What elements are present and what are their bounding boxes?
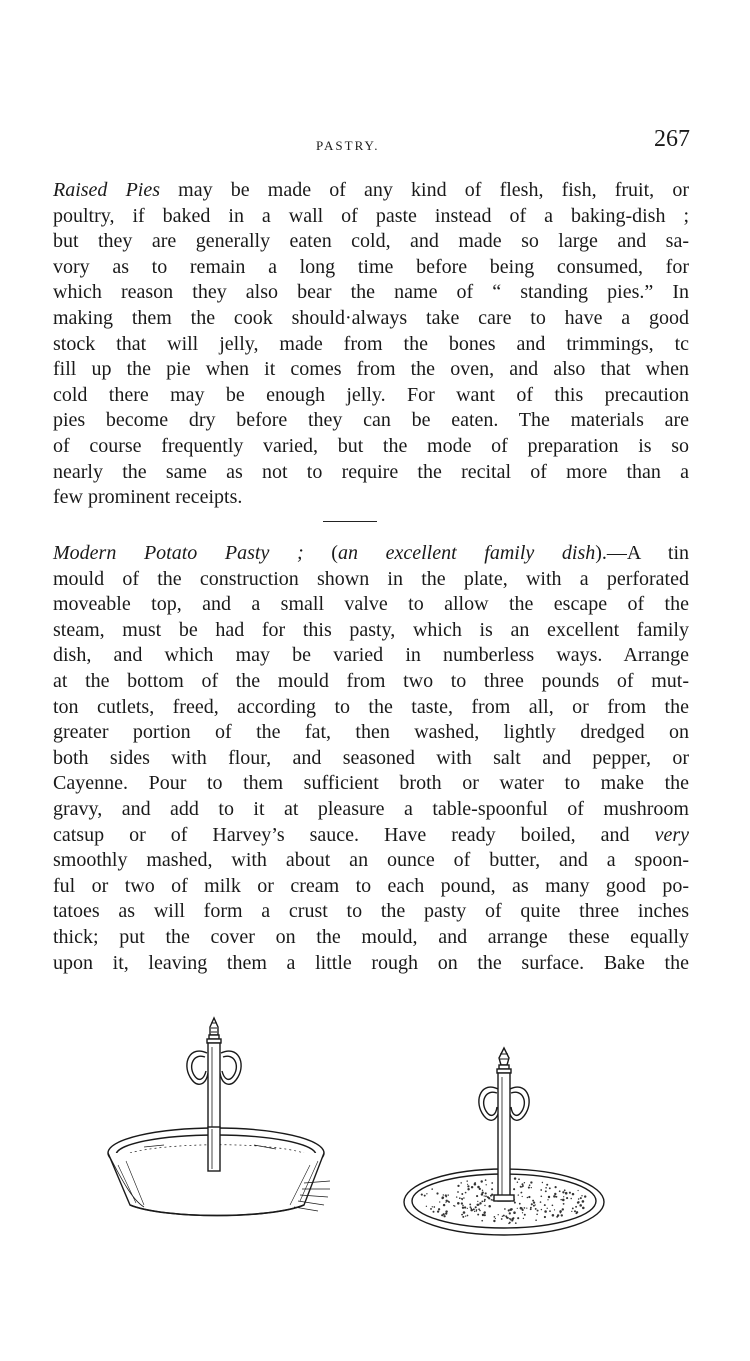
perforation-dot [578, 1198, 580, 1200]
perforation-dot [491, 1193, 493, 1195]
perforation-dot [552, 1214, 555, 1217]
perforation-dot [524, 1214, 526, 1216]
perforation-dot [563, 1203, 565, 1205]
perforation-dot [541, 1209, 542, 1210]
perforation-dot [494, 1216, 496, 1218]
perforation-dot [476, 1195, 478, 1197]
perforation-dot [443, 1215, 445, 1217]
perforation-dot [462, 1205, 464, 1207]
perforation-dot [424, 1195, 426, 1197]
text-line: gravy, and add to it at pleasure a table-spoonful of mushroom [53, 797, 689, 820]
perforation-dot [526, 1208, 527, 1209]
perforation-dot [535, 1219, 537, 1221]
perforation-dot [513, 1188, 515, 1190]
perforation-dot [469, 1203, 471, 1205]
perforation-dot [575, 1206, 577, 1208]
perforation-dot [577, 1201, 579, 1203]
perforation-dot [523, 1218, 524, 1219]
perforation-dot [517, 1181, 518, 1182]
perforation-dot [445, 1210, 447, 1212]
perforation-dot [508, 1209, 510, 1211]
perforation-dot [544, 1204, 546, 1206]
perforation-dot [495, 1218, 496, 1219]
perforation-dot [548, 1196, 550, 1198]
perforation-dot [463, 1197, 465, 1199]
perforation-dot [512, 1217, 514, 1219]
perforation-dot [549, 1210, 551, 1212]
perforation-dot [513, 1199, 515, 1201]
text-run: may be made of any kind of flesh, fish, fruit, or [160, 179, 689, 201]
text-line: which reason they also bear the name of “ standing pies.” In [53, 281, 689, 304]
perforation-dot [431, 1188, 433, 1190]
perforation-dot [484, 1200, 486, 1202]
perforation-dot [555, 1196, 557, 1198]
text-line: dish, and which may be varied in numberless ways. Arrange [53, 644, 689, 667]
perforation-dot [475, 1206, 477, 1208]
perforation-dot [540, 1195, 542, 1197]
perforation-dot [438, 1208, 440, 1210]
text-line: but they are generally eaten cold, and made so large and sa- [53, 230, 689, 253]
perforation-dot [446, 1196, 448, 1198]
perforation-dot [555, 1186, 557, 1188]
perforation-dot [514, 1177, 516, 1179]
perforation-dot [546, 1184, 548, 1186]
perforation-dot [513, 1211, 516, 1214]
perforation-dot [467, 1208, 468, 1209]
perforation-dot [467, 1184, 468, 1185]
perforation-dot [479, 1188, 481, 1190]
text-line: thick; put the cover on the mould, and arrange these equally [53, 925, 689, 948]
perforated-cover-illustration [400, 1045, 610, 1245]
perforation-dot [482, 1191, 484, 1193]
perforation-dot [481, 1201, 483, 1203]
perforation-dot [560, 1199, 562, 1201]
perforation-dot [570, 1198, 572, 1200]
perforation-dot [561, 1214, 563, 1216]
perforation-dot [432, 1206, 433, 1207]
perforation-dot [530, 1207, 532, 1209]
perforation-dot [460, 1182, 462, 1184]
perforation-dot [484, 1211, 486, 1213]
perforation-dot [498, 1214, 499, 1215]
perforation-dot [480, 1180, 482, 1182]
perforation-dot [485, 1192, 487, 1194]
perforation-dot [479, 1210, 481, 1212]
perforation-dot [574, 1210, 576, 1212]
text-line: pies become dry before they can be eaten. The materials are [53, 409, 689, 432]
perforation-dot [474, 1211, 475, 1212]
text-line: upon it, leaving them a little rough on the surface. Bake the [53, 951, 689, 974]
text-line: vory as to remain a long time before being consumed, for [53, 255, 689, 278]
perforation-dot [584, 1195, 586, 1197]
perforation-dot [443, 1204, 445, 1206]
perforation-dot [571, 1211, 572, 1212]
perforation-dot [461, 1202, 463, 1204]
perforation-dot [445, 1212, 447, 1214]
perforation-dot [540, 1189, 542, 1191]
perforation-dot [481, 1220, 483, 1222]
perforation-dot [488, 1197, 490, 1199]
perforation-dot [518, 1194, 519, 1195]
perforation-dot [514, 1200, 515, 1201]
text-line: few prominent receipts. [53, 486, 243, 509]
perforation-dot [547, 1199, 548, 1200]
perforation-dot [515, 1222, 517, 1224]
perforation-dot [517, 1208, 518, 1209]
perforation-dot [466, 1180, 467, 1181]
perforation-dot [492, 1199, 494, 1201]
text-line: moveable top, and a small valve to allow the escape of the [53, 593, 689, 616]
perforation-dot [540, 1201, 542, 1203]
perforation-dot [553, 1195, 556, 1198]
perforation-dot [542, 1182, 543, 1183]
perforation-dot [518, 1178, 520, 1180]
perforation-dot [448, 1201, 450, 1203]
perforation-dot [457, 1202, 460, 1205]
perforation-dot [521, 1207, 523, 1209]
perforation-dot [463, 1211, 466, 1214]
perforation-dot [531, 1203, 533, 1205]
perforation-dot [563, 1196, 564, 1197]
perforation-dot [572, 1193, 575, 1196]
perforation-dot [556, 1216, 558, 1218]
perforation-dot [485, 1179, 487, 1181]
section-divider [323, 521, 377, 522]
text-line: steam, must be had for this pasty, which is an excellent family [53, 618, 689, 641]
perforation-dot [504, 1208, 506, 1210]
recipe-title: Raised Pies [53, 179, 161, 201]
perforation-dot [535, 1204, 536, 1205]
perforation-dot [486, 1184, 487, 1185]
text-line [53, 823, 689, 849]
recipe-note: an excellent family dish [337, 542, 596, 564]
perforation-dot [569, 1192, 571, 1194]
perforation-dot [445, 1202, 446, 1203]
perforation-dot [437, 1210, 439, 1212]
text-line: stock that will jelly, made from the bones and trimmings, tc [53, 332, 689, 355]
text-line [53, 178, 689, 204]
perforation-dot [578, 1190, 579, 1191]
perforation-dot [465, 1192, 467, 1194]
perforation-dot [528, 1187, 530, 1189]
perforation-dot [485, 1195, 487, 1197]
perforation-dot [502, 1216, 503, 1217]
text-line [53, 541, 689, 567]
perforation-dot [430, 1208, 432, 1210]
perforation-dot [443, 1194, 444, 1195]
perforation-dot [549, 1187, 551, 1189]
text-line: of course frequently varied, but the mode of preparation is so [53, 434, 689, 457]
perforation-dot [572, 1207, 574, 1209]
text-line: poultry, if baked in a wall of paste instead of a baking-dish ; [53, 204, 689, 227]
text-run: ).—A tin [595, 542, 689, 564]
text-line: nearly the same as not to require the recital of more than a [53, 460, 689, 483]
perforation-dot [436, 1192, 438, 1194]
perforation-dot [530, 1208, 532, 1210]
text-line: ful or two of milk or cream to each pound, as many good po- [53, 874, 689, 897]
perforation-dot [507, 1217, 509, 1219]
perforation-dot [470, 1208, 472, 1210]
perforation-dot [503, 1215, 505, 1217]
text-line: both sides with flour, and seasoned with salt and pepper, or [53, 746, 689, 769]
text-line: greater portion of the fat, then washed, lightly dredged on [53, 721, 689, 744]
perforation-dot [535, 1208, 537, 1210]
perforation-dot [477, 1204, 479, 1206]
perforation-dot [464, 1206, 466, 1208]
perforation-dot [482, 1190, 483, 1191]
emphasis: very [654, 823, 689, 846]
perforation-dot [476, 1210, 477, 1211]
perforation-dot [514, 1202, 516, 1204]
perforation-dot [521, 1183, 523, 1185]
perforation-dot [474, 1182, 476, 1184]
perforation-dot [544, 1216, 546, 1218]
perforation-dot [467, 1215, 469, 1217]
perforation-dot [441, 1214, 443, 1216]
perforation-dot [462, 1207, 464, 1209]
perforation-dot [433, 1206, 435, 1208]
perforation-dot [580, 1197, 582, 1199]
text-line: at the bottom of the mould from two to three pounds of mut- [53, 669, 689, 692]
perforation-dot [562, 1199, 565, 1202]
perforation-dot [536, 1213, 538, 1215]
perforation-dot [565, 1192, 568, 1195]
perforation-dot [426, 1206, 427, 1207]
text-line: mould of the construction shown in the plate, with a perforated [53, 567, 689, 590]
perforation-dot [524, 1207, 526, 1209]
perforation-dot [482, 1214, 484, 1216]
perforation-dot [510, 1208, 513, 1211]
perforation-dot [421, 1194, 423, 1196]
perforation-dot [479, 1202, 481, 1204]
perforation-dot [520, 1186, 522, 1188]
perforation-dot [459, 1197, 461, 1199]
recipe-title: Modern Potato Pasty ; [53, 542, 304, 564]
perforation-dot [547, 1208, 548, 1209]
perforation-dot [461, 1193, 463, 1195]
perforation-dot [467, 1188, 469, 1190]
perforation-dot [544, 1210, 547, 1213]
perforation-dot [501, 1218, 503, 1220]
perforation-dot [566, 1197, 568, 1199]
text-line: tatoes as will form a crust to the pasty of quite three inches [53, 900, 689, 923]
perforation-dot [493, 1220, 495, 1222]
perforation-dot [491, 1199, 493, 1201]
perforation-dot [522, 1185, 524, 1187]
perforation-dot [465, 1215, 466, 1216]
text-line: cold there may be enough jelly. For want of this precaution [53, 383, 689, 406]
page-number: 267 [654, 126, 690, 152]
perforation-dot [471, 1186, 473, 1188]
perforation-dot [456, 1196, 457, 1197]
text-line: ton cutlets, freed, according to the taste, from all, or from the [53, 695, 689, 718]
perforation-dot [554, 1209, 555, 1210]
perforation-dot [467, 1185, 469, 1187]
perforation-dot [545, 1187, 547, 1189]
perforation-dot [545, 1190, 547, 1192]
mould-illustration [104, 1015, 330, 1220]
perforation-dot [491, 1188, 493, 1190]
running-title: PASTRY. [316, 138, 380, 153]
perforation-dot [445, 1200, 447, 1202]
perforation-dot [519, 1203, 521, 1205]
perforation-dot [461, 1214, 463, 1216]
perforation-dot [528, 1196, 530, 1198]
perforation-dot [581, 1195, 582, 1196]
perforation-dot [470, 1209, 473, 1212]
perforation-dot [462, 1216, 464, 1218]
perforation-dot [484, 1195, 485, 1196]
perforation-dot [433, 1211, 435, 1213]
perforation-dot [554, 1193, 556, 1195]
perforation-dot [522, 1196, 523, 1197]
perforation-dot [559, 1190, 561, 1192]
perforation-dot [524, 1182, 525, 1183]
perforation-dot [562, 1191, 564, 1193]
text-line: Cayenne. Pour to them sufficient broth or water to make the [53, 772, 689, 795]
perforation-dot [559, 1210, 562, 1213]
perforation-dot [447, 1194, 448, 1195]
perforation-dot [461, 1198, 463, 1200]
paragraph-raised-pies [53, 178, 689, 511]
perforation-dot [579, 1204, 582, 1207]
perforation-dot [426, 1193, 427, 1194]
text-run: catsup or of Harvey’s sauce. Have ready boiled, and [53, 823, 655, 846]
paragraph-potato-pasty [53, 541, 689, 976]
perforation-dot [439, 1201, 440, 1202]
perforation-dot [508, 1223, 510, 1225]
perforation-dot [521, 1192, 523, 1194]
perforation-dot [457, 1191, 459, 1193]
text-line: smoothly mashed, with about an ounce of butter, and a spoon- [53, 849, 689, 872]
perforation-dot [530, 1181, 532, 1183]
perforation-dot [582, 1207, 585, 1210]
perforation-dot [576, 1211, 578, 1213]
perforation-dot [533, 1201, 535, 1203]
perforation-dot [488, 1205, 491, 1208]
perforation-dot [527, 1197, 529, 1199]
perforation-dot [522, 1212, 523, 1213]
perforation-dot [477, 1201, 478, 1202]
perforation-dot [457, 1185, 459, 1187]
perforation-dot [552, 1204, 554, 1206]
perforation-dot [517, 1217, 519, 1219]
perforation-dot [477, 1214, 479, 1216]
perforation-dot [562, 1208, 564, 1210]
perforation-dot [532, 1200, 534, 1202]
perforation-dot [582, 1200, 585, 1203]
perforation-dot [529, 1184, 531, 1186]
perforation-dot [442, 1196, 445, 1199]
perforation-dot [484, 1199, 486, 1201]
text-run: ( [303, 542, 338, 564]
perforation-dot [473, 1208, 475, 1210]
text-line: fill up the pie when it comes from the oven, and also that when [53, 358, 689, 381]
perforation-dot [454, 1205, 455, 1206]
perforation-dot [564, 1189, 566, 1191]
text-line: making them the cook should·always take care to have a good [53, 306, 689, 329]
perforation-dot [484, 1205, 485, 1206]
perforation-dot [537, 1210, 539, 1212]
perforation-dot [531, 1187, 532, 1188]
perforation-dot [491, 1182, 493, 1184]
perforation-dot [509, 1218, 511, 1220]
perforation-dot [509, 1212, 511, 1214]
